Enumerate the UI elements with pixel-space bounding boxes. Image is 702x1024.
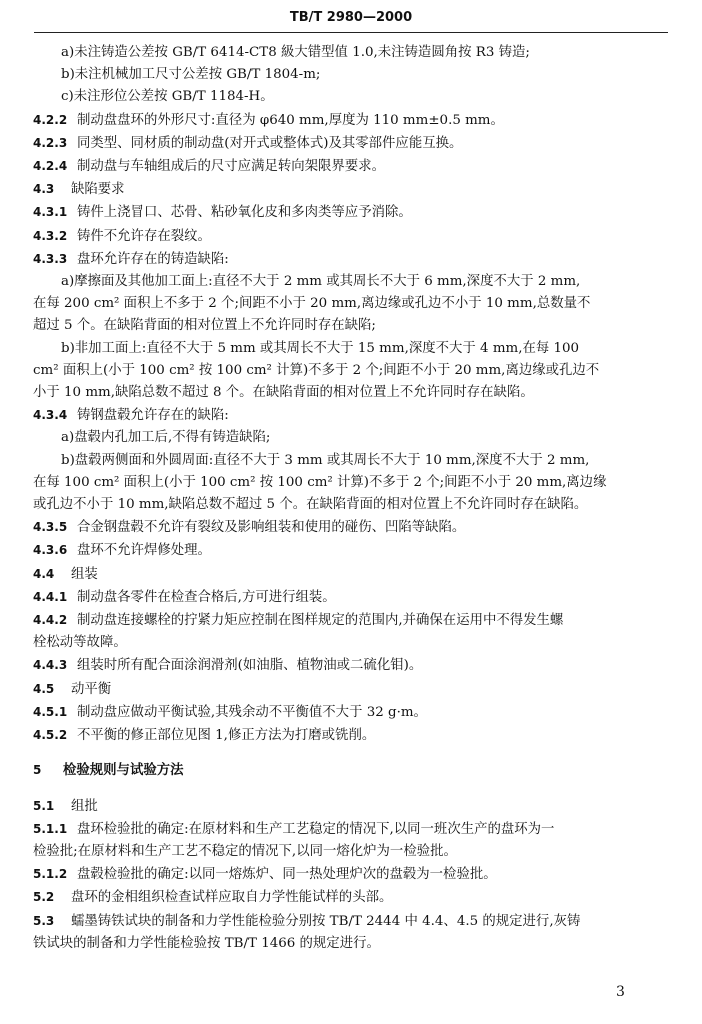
clause-number: 4.3.6	[33, 543, 68, 558]
clause-line	[33, 155, 673, 178]
clause-line	[33, 516, 673, 539]
clause-number: 4.3	[33, 182, 55, 197]
clause-line	[33, 586, 673, 609]
clause-text: 铸件不允许存在裂纹。	[77, 228, 211, 244]
clause-line	[33, 248, 673, 271]
clause-line	[33, 910, 673, 933]
clause-number: 5.3	[33, 913, 55, 928]
text-line	[33, 271, 673, 293]
clause-line	[33, 109, 673, 132]
text-line	[33, 382, 673, 404]
clause-text: 制动盘各零件在检查合格后,方可进行组装。	[77, 589, 336, 605]
clause-text: 在每 200 cm² 面积上不多于 2 个;间距不小于 20 mm,离边缘或孔边不小于 10 mm,总数量不	[33, 296, 591, 312]
clause-line	[33, 818, 673, 841]
clause-text: 合金钢盘毂不允许有裂纹及影响组装和使用的碰伤、凹陷等缺陷。	[77, 520, 466, 536]
clause-number: 4.3.3	[33, 251, 68, 266]
clause-text: 制动盘应做动平衡试验,其残余动不平衡值不大于 32 g·m。	[77, 704, 427, 720]
clause-number: 4.3.4	[33, 408, 68, 423]
clause-line	[33, 863, 673, 886]
clause-number: 4.2.3	[33, 135, 68, 150]
chapter-heading	[33, 759, 673, 782]
clause-text: 组装	[71, 566, 98, 582]
page-number: 3	[616, 984, 625, 1000]
clause-number: 4.4.1	[33, 589, 68, 604]
clause-line	[33, 609, 673, 632]
text-line	[33, 472, 673, 494]
clause-number: 4.4	[33, 566, 55, 581]
clause-number: 4.3.5	[33, 520, 68, 535]
text-line	[33, 360, 673, 382]
text-line	[33, 427, 673, 449]
clause-number: 4.5.1	[33, 704, 68, 719]
clause-number: 5.1	[33, 798, 55, 813]
clause-text: 在每 100 cm² 面积上(小于 100 cm² 按 100 cm² 计算)不多于 2 个;间距不小于 20 mm,离边缘	[33, 474, 607, 490]
clause-text: 缺陷要求	[71, 182, 125, 198]
clause-text: 盘环允许存在的铸造缺陷:	[77, 251, 229, 267]
clause-line	[33, 539, 673, 562]
clause-text: a)未注铸造公差按 GB/T 6414-CT8 級大错型值 1.0,未注铸造圆角按 R3 铸造;	[61, 45, 530, 60]
text-line	[33, 42, 673, 64]
clause-text: b)盘毂两侧面和外圆周面:直径不大于 3 mm 或其周长不大于 10 mm,深度不大于 2 mm,	[61, 452, 590, 468]
clause-number: 4.5.2	[33, 728, 68, 743]
clause-number: 4.5	[33, 681, 55, 696]
clause-text: 组批	[71, 798, 98, 814]
clause-number: 5.1.2	[33, 867, 68, 882]
clause-text: 铁试块的制备和力学性能检验按 TB/T 1466 的规定进行。	[33, 935, 380, 951]
section-4-block	[33, 42, 673, 747]
clause-text: 或孔边不小于 10 mm,缺陷总数不超过 5 个。在缺陷背面的相对位置上不允许同时存在缺陷。	[33, 497, 588, 513]
text-line	[33, 494, 673, 516]
clause-line	[33, 563, 673, 586]
clause-text: 铸件上浇冒口、芯骨、粘砂氧化皮和多肉类等应予消除。	[77, 205, 412, 221]
clause-number: 4.2.2	[33, 112, 68, 127]
text-line	[33, 632, 673, 654]
clause-line	[33, 724, 673, 747]
clause-text: 盘毂检验批的确定:以同一熔炼炉、同一热处理炉次的盘毂为一检验批。	[77, 867, 497, 883]
clause-text: 超过 5 个。在缺陷背面的相对位置上不允许同时存在缺陷;	[33, 318, 376, 334]
clause-line	[33, 225, 673, 248]
section-gap	[33, 747, 673, 759]
clause-text: 盘环不允许焊修处理。	[77, 543, 211, 559]
clause-number: 4.3.2	[33, 228, 68, 243]
text-line	[33, 933, 673, 955]
chapter-number: 5	[33, 763, 42, 778]
clause-number: 4.3.1	[33, 205, 68, 220]
clause-number: 5.1.1	[33, 821, 68, 836]
clause-line	[33, 404, 673, 427]
text-line	[33, 450, 673, 472]
clause-text: 动平衡	[71, 681, 112, 697]
clause-text: 铸钢盘毂允许存在的缺陷:	[77, 408, 229, 424]
clause-line	[33, 178, 673, 201]
section-gap	[33, 783, 673, 795]
clause-text: b)非加工面上:直径不大于 5 mm 或其周长不大于 15 mm,深度不大于 4 mm,在每 100	[61, 340, 580, 356]
text-line	[33, 86, 673, 108]
section-5-block	[33, 795, 673, 955]
clause-text: 制动盘盘环的外形尺寸:直径为 φ640 mm,厚度为 110 mm±0.5 mm。	[77, 112, 504, 128]
clause-line	[33, 795, 673, 818]
clause-text: a)摩擦面及其他加工面上:直径不大于 2 mm 或其周长不大于 6 mm,深度不大于 2 mm,	[61, 274, 581, 290]
clause-text: 栓松动等故障。	[33, 635, 127, 651]
text-line	[33, 293, 673, 315]
clause-text: 小于 10 mm,缺陷总数不超过 8 个。在缺陷背面的相对位置上不允许同时存在缺陷。	[33, 385, 534, 401]
clause-text: a)盘毂内孔加工后,不得有铸造缺陷;	[61, 430, 271, 446]
clause-text: b)未注机械加工尺寸公差按 GB/T 1804-m;	[61, 67, 321, 83]
clause-text: cm² 面积上(小于 100 cm² 按 100 cm² 计算)不多于 2 个;间距不小于 20 mm,离边缘或孔边不	[33, 362, 600, 378]
clause-line	[33, 678, 673, 701]
clause-number: 5.2	[33, 890, 55, 905]
clause-text: 盘环的金相组织检查试样应取自力学性能试样的头部。	[71, 890, 393, 906]
text-line	[33, 64, 673, 86]
clause-number: 4.2.4	[33, 159, 68, 174]
clause-line	[33, 701, 673, 724]
chapter-title: 检验规则与试验方法	[63, 763, 184, 779]
clause-text: 不平衡的修正部位见图 1,修正方法为打磨或铣削。	[77, 728, 376, 744]
document-header: TB/T 2980—2000	[289, 10, 413, 25]
clause-text: 检验批;在原材料和生产工艺不稳定的情况下,以同一熔化炉为一检验批。	[33, 843, 457, 859]
clause-number: 4.4.2	[33, 613, 68, 628]
text-line	[33, 338, 673, 360]
clause-line	[33, 654, 673, 677]
clause-text: 制动盘与车轴组成后的尺寸应满足转向架限界要求。	[77, 159, 385, 175]
clause-text: 同类型、同材质的制动盘(对开式或整体式)及其零部件应能互换。	[77, 135, 463, 151]
clause-line	[33, 201, 673, 224]
text-line	[33, 841, 673, 863]
document-body	[33, 42, 673, 955]
clause-number: 4.4.3	[33, 658, 68, 673]
clause-text: 盘环检验批的确定:在原材料和生产工艺稳定的情况下,以同一班次生产的盘环为一	[77, 821, 555, 837]
clause-text: c)未注形位公差按 GB/T 1184-H。	[61, 89, 274, 105]
clause-text: 组装时所有配合面涂润滑剂(如油脂、植物油或二硫化钼)。	[77, 658, 423, 674]
clause-line	[33, 132, 673, 155]
clause-text: 制动盘连接螺栓的拧紧力矩应控制在图样规定的范围内,并确保在运用中不得发生螺	[77, 613, 564, 629]
header-rule	[34, 32, 668, 33]
clause-line	[33, 886, 673, 909]
clause-text: 蠕墨铸铁试块的制备和力学性能检验分别按 TB/T 2444 中 4.4、4.5 的规定进行,灰铸	[71, 913, 581, 929]
text-line	[33, 315, 673, 337]
